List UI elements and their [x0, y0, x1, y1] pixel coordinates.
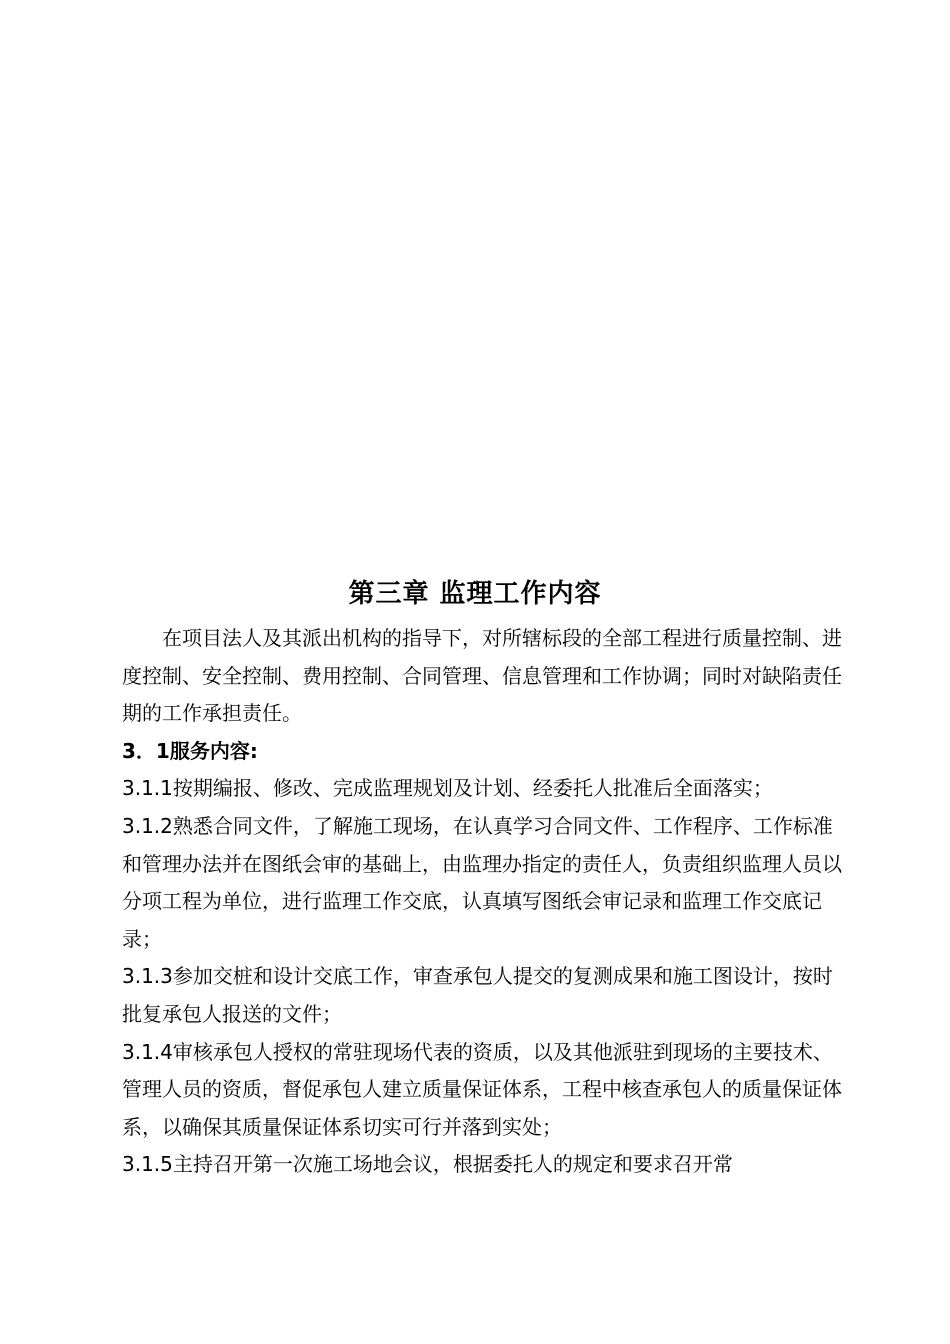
chapter-title: 第三章 监理工作内容 — [348, 579, 602, 609]
section-heading: 3．1服务内容: — [122, 738, 258, 763]
service-item-3-1-3: 3.1.3参加交桩和设计交底工作，审查承包人提交的复测成果和施工图设计，按时批复承包人报送的文件； — [122, 964, 833, 1026]
intro-paragraph: 在项目法人及其派出机构的指导下，对所辖标段的全部工程进行质量控制、进度控制、安全控制、费用控制、合同管理、信息管理和工作协调；同时对缺陷责任期的工作承担责任。 — [122, 626, 842, 726]
service-item-3-1-1: 3.1.1按期编报、修改、完成监理规划及计划、经委托人批准后全面落实； — [122, 776, 773, 801]
service-item-3-1-4: 3.1.4审核承包人授权的常驻现场代表的资质，以及其他派驻到现场的主要技术、管理人员的资质，督促承包人建立质量保证体系，工程中核查承包人的质量保证体系，以确保其质量保证体系切实可行并落到实处； — [122, 1039, 842, 1139]
service-item-3-1-2: 3.1.2熟悉合同文件，了解施工现场，在认真学习合同文件、工作程序、工作标准和管理办法并在图纸会审的基础上，由监理办指定的责任人，负责组织监理人员以分项工程为单位，进行监理工作交底，认真填写图纸会审记录和监理工作交底记录； — [122, 813, 842, 951]
service-item-3-1-5: 3.1.5主持召开第一次施工场地会议，根据委托人的规定和要求召开常 — [122, 1152, 733, 1177]
document-body — [122, 620, 842, 1184]
